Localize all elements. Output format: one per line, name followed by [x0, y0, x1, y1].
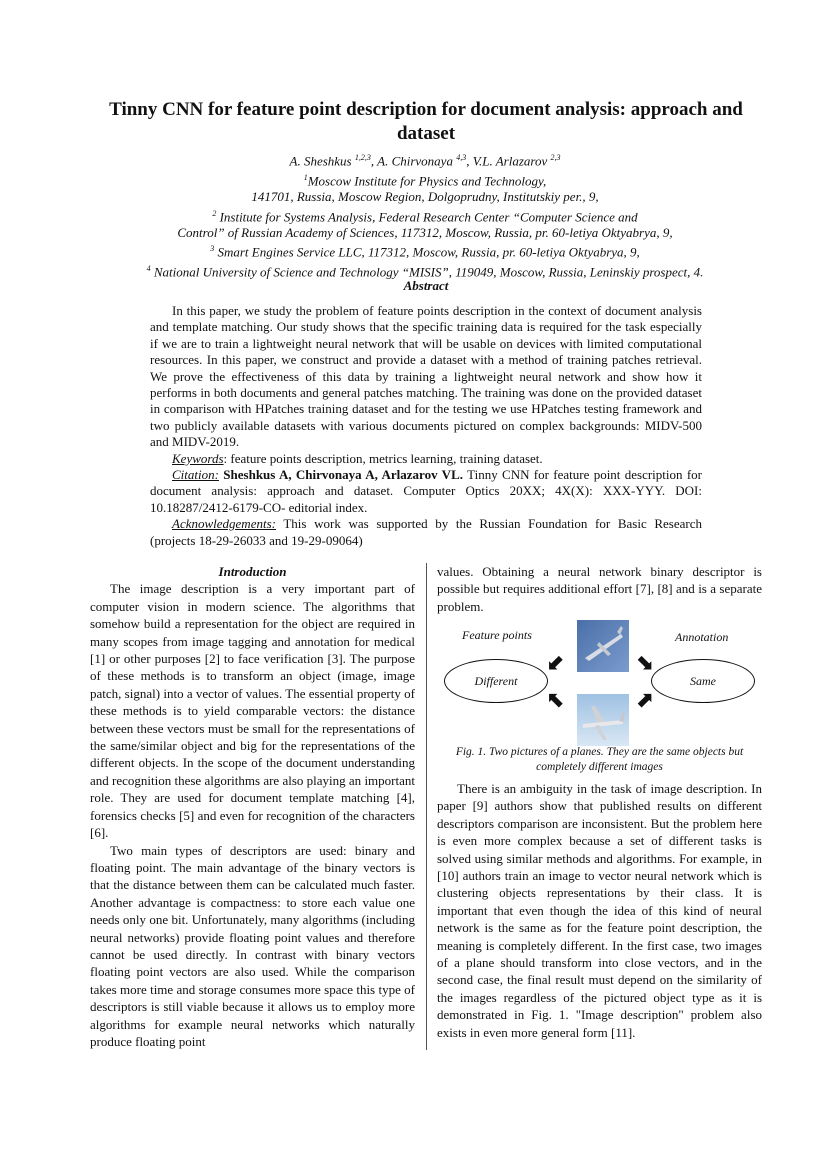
- plane-photo-top: [577, 620, 629, 672]
- abstract-paragraph: In this paper, we study the problem of feature points description in the context of document analysis and template matching. Our study shows that the specific training data is required for the task especially if we are to train a lightweight neural network that will be usable on devices with limited computational resources. In this paper, we construct and provide a dataset with a method of training patches retrieval. We prove the effectiveness of this data by training a lightweight neural network and show how it performs in both documents and general patches matching. The training was done on the provided dataset in comparison with HPatches training dataset and for the testing we use HPatches testing framework and two publicly available datasets with various documents pictured on complex backgrounds: MIDV-500 and MIDV-2019.: [150, 303, 702, 450]
- ellipse-same-label: Same: [690, 673, 716, 688]
- plane-photo-bottom: [577, 694, 629, 746]
- affiliation-text: Institute for Systems Analysis, Federal Research Center “Computer Science and: [216, 208, 638, 224]
- arrow-down-right-icon: ⬊: [635, 650, 654, 675]
- introduction-heading: Introduction: [218, 564, 287, 579]
- paper-title: Tinny CNN for feature point description for document analysis: approach and dataset: [109, 99, 743, 144]
- acknowledgements-label: Acknowledgements:: [172, 516, 276, 532]
- acknowledgements-paragraph: [150, 516, 702, 549]
- keywords-paragraph: [150, 451, 702, 467]
- author-name: , V.L. Arlazarov: [466, 153, 551, 169]
- affiliation-sup: 1: [303, 172, 308, 182]
- author-line: [60, 150, 790, 170]
- citation-authors: Sheshkus A, Chirvonaya A, Arlazarov VL.: [223, 467, 463, 483]
- ellipse-different: [444, 659, 548, 703]
- left-column: [90, 563, 415, 1050]
- affiliation-text: Moscow Institute for Physics and Technology,: [307, 172, 547, 188]
- ellipse-different-label: Different: [474, 673, 518, 688]
- acknowledgements-text: This work was supported by the Russian Foundation for Basic Research (projects 18-29-26033 and 19-29-09064): [150, 516, 702, 548]
- arrow-up-right-icon: ⬈: [635, 688, 654, 713]
- affiliation-text: Control” of Russian Academy of Sciences, 117312, Moscow, Russia, pr. 60-letiya Oktyabrya, 9,: [177, 225, 673, 241]
- abstract-section: [150, 303, 702, 549]
- body-paragraph: values. Obtaining a neural network binary descriptor is possible but requires additional effort [7], [8] and is a separate problem.: [437, 564, 762, 614]
- ellipse-same: [651, 659, 755, 703]
- affiliation-line: [60, 241, 790, 261]
- author-sup: 4,3: [456, 153, 467, 162]
- arrow-up-left-icon: ⬉: [547, 688, 566, 713]
- affiliation-text: 141701, Russia, Moscow Region, Dolgoprudny, Institutskiy per., 9,: [251, 189, 599, 205]
- citation-paragraph: [150, 467, 702, 516]
- right-column-bottom: [437, 780, 762, 1041]
- author-block: [60, 150, 790, 281]
- affiliation-line: [60, 189, 790, 205]
- author-name: , A. Chirvonaya: [370, 153, 457, 169]
- right-column-top: [437, 563, 762, 615]
- affiliation-line: [60, 206, 790, 226]
- arrow-down-left-icon: ⬋: [547, 650, 566, 675]
- body-paragraph: There is an ambiguity in the task of image description. In paper [9] authors show that published results on different descriptors comparison are inconsistent. But the problem here is even more complex because a set of different tasks is solved using similar methods and algorithms. For example, in [10] authors train an image to vector neural network which is clustering objects representations by their class. It is important that even though the idea of this kind of neural network is the same as for the feature point description, the meaning is completely different. In the first case, two images of a plane should transform into close vectors, and in the second case, the final result must depend on the similarity of the images regardless of the pictured object type as it is demonstrated in Fig. 1. "Image description" problem also exists in even more general form [11].: [437, 781, 762, 1040]
- annotation-label: Annotation: [675, 630, 729, 644]
- feature-points-label: Feature points: [462, 628, 532, 642]
- column-divider: [426, 563, 427, 1050]
- affiliation-line: [60, 170, 790, 190]
- author-sup: 1,2,3: [354, 153, 371, 162]
- intro-paragraph: The image description is a very important part of computer vision in modern science. The algorithms that somehow build a representation for the object are required in many scopes from image tagging and annotation for medical [1] or other purposes [2] to face verification [3]. The purpose of these methods is to transform an object (image, image patch, signal) into a vector of values. The essential property of these methods is to yield comparable vectors: the distance between these vectors must be small for the representations of the same/similar object and big for the representations of the different objects. In the scope of the document understanding and recognition these algorithms are also playing an important role. They are used for document template matching [4], forensics checks [5] and even for recognition of the characters [6].: [90, 581, 415, 841]
- figure-caption: Fig. 1. Two pictures of a planes. They are the same objects but completely different images: [455, 746, 744, 773]
- intro-paragraph: Two main types of descriptors are used: binary and floating point. The main advantage of the binary vectors is that the distance between them can be calculated much faster. Another advantage is compactness: to store each value one needs only one bit. Unfortunately, many algorithms (including neural networks) provide floating point values and therefore cannot be used directly. In contrast with binary vectors floating point vectors are also used. While the comparison takes more time and storage consumes more space this type of descriptors is still viable because it allows us to employ more algorithms for example neural networks which naturally produce floating point: [90, 842, 415, 1049]
- affiliation-line: [60, 225, 790, 241]
- affiliation-sup: 4: [146, 264, 151, 274]
- citation-label: Citation:: [172, 467, 219, 483]
- citation-text: Tinny CNN for feature point description for document analysis: approach and dataset. Computer Optics 20XX; 4X(X): XXX-YYY. DOI: 10.18287/2412-6179-CO- editorial index.: [150, 467, 703, 515]
- affiliation-sup: 3: [210, 244, 215, 254]
- affiliation-sup: 2: [212, 208, 217, 218]
- author-sup: 2,3: [550, 153, 561, 162]
- author-name: A. Sheshkus: [289, 153, 355, 169]
- affiliation-text: National University of Science and Technology “MISIS”, 119049, Moscow, Russia, Leninskiy prospect, 4.: [150, 264, 704, 280]
- affiliation-text: Smart Engines Service LLC, 117312, Moscow, Russia, pr. 60-letiya Oktyabrya, 9,: [214, 244, 640, 260]
- abstract-heading: Abstract: [403, 278, 449, 293]
- keywords-label: Keywords: [172, 450, 224, 466]
- keywords-text: : feature points description, metrics learning, training dataset.: [223, 450, 543, 466]
